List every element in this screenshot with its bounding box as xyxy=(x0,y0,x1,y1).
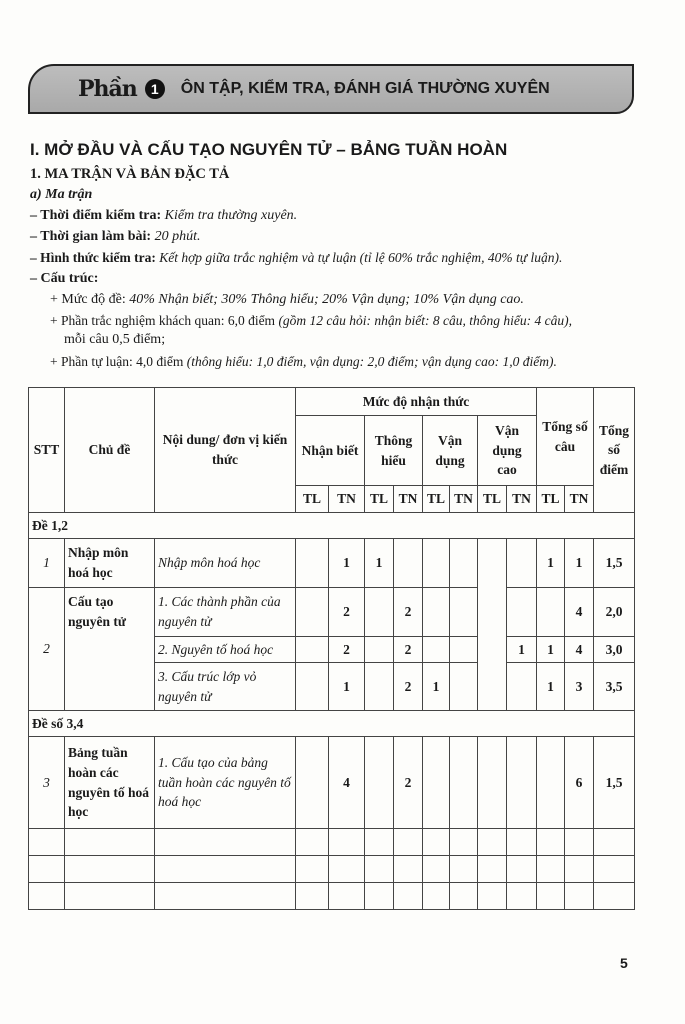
info-line: – Cấu trúc: xyxy=(30,271,99,286)
table-row: 1 Nhập môn hoá học Nhập môn hoá học 1 1 1 1 1,5 xyxy=(29,539,635,588)
bullet-line: mỗi câu 0,5 điểm; xyxy=(64,332,166,347)
page-number: 5 xyxy=(620,955,628,971)
empty-row xyxy=(29,829,635,856)
header-tong-diem: Tổng số điểm xyxy=(594,388,635,513)
part-number-badge: 1 xyxy=(145,79,165,99)
bullet-line: + Mức độ đề: 40% Nhận biết; 30% Thông hiểu; 20% Vận dụng; 10% Vận dụng cao. xyxy=(50,292,524,307)
matrix-table xyxy=(28,387,635,910)
empty-row xyxy=(29,856,635,883)
part-banner xyxy=(28,64,634,114)
section-row: Đề số 3,4 xyxy=(29,711,635,737)
subsubsection-heading: a) Ma trận xyxy=(30,187,93,202)
header-van-dung-cao: Vận dụng cao xyxy=(478,416,537,486)
header-van-dung: Vận dụng xyxy=(423,416,478,486)
part-label: Phần xyxy=(78,76,137,102)
header-tong-cau: Tổng số câu xyxy=(537,388,594,486)
info-line: – Thời điểm kiểm tra: Kiểm tra thường xuyên. xyxy=(30,208,298,223)
header-tl: TL xyxy=(365,486,394,513)
header-tn: TN xyxy=(565,486,594,513)
part-title: ÔN TẬP, KIỂM TRA, ĐÁNH GIÁ THƯỜNG XUYÊN xyxy=(180,80,550,97)
info-line: – Thời gian làm bài: 20 phút. xyxy=(30,229,201,244)
header-muc-do: Mức độ nhận thức xyxy=(296,388,537,416)
header-tn: TN xyxy=(507,486,537,513)
header-tl: TL xyxy=(537,486,565,513)
header-tl: TL xyxy=(478,486,507,513)
header-nhan-biet: Nhận biết xyxy=(296,416,365,486)
empty-row xyxy=(29,883,635,910)
header-tl: TL xyxy=(296,486,329,513)
table-row: 2 Cấu tạo nguyên tử 1. Các thành phần của nguyên tử 2 2 4 2,0 xyxy=(29,588,635,637)
header-tn: TN xyxy=(329,486,365,513)
header-tn: TN xyxy=(450,486,478,513)
header-stt: STT xyxy=(29,388,65,513)
merged-cell xyxy=(478,539,507,711)
bullet-line: + Phần tự luận: 4,0 điểm (thông hiểu: 1,0 điểm, vận dụng: 2,0 điểm; vận dụng cao: 1,0 điểm). xyxy=(50,354,557,369)
header-noi-dung: Nội dung/ đơn vị kiến thức xyxy=(155,388,296,513)
section-row: Đề 1,2 xyxy=(29,513,635,539)
subsection-heading: 1. MA TRẬN VÀ BẢN ĐẶC TẢ xyxy=(30,166,230,182)
header-tn: TN xyxy=(394,486,423,513)
table-row: 2. Nguyên tố hoá học 2 2 1 1 4 3,0 xyxy=(29,637,635,663)
table-row: 3 Bảng tuần hoàn các nguyên tố hoá học 1. Cấu tạo của bảng tuần hoàn các nguyên tố hoá học 4 2 6 1,5 xyxy=(29,737,635,829)
info-line: – Hình thức kiểm tra: Kết hợp giữa trắc nghiệm và tự luận (tỉ lệ 60% trắc nghiệm, 40% tự luận). xyxy=(30,250,563,265)
bullet-line: + Phần trắc nghiệm khách quan: 6,0 điểm (gồm 12 câu hỏi: nhận biết: 8 câu, thông hiểu: 4 câu), xyxy=(50,313,573,328)
section-heading: I. MỞ ĐẦU VÀ CẤU TẠO NGUYÊN TỬ – BẢNG TUẦN HOÀN xyxy=(30,140,508,159)
header-tl: TL xyxy=(423,486,450,513)
header-chu-de: Chủ đề xyxy=(65,388,155,513)
header-thong-hieu: Thông hiểu xyxy=(365,416,423,486)
table-row: 3. Cấu trúc lớp vỏ nguyên tử 1 2 1 1 3 3,5 xyxy=(29,663,635,711)
